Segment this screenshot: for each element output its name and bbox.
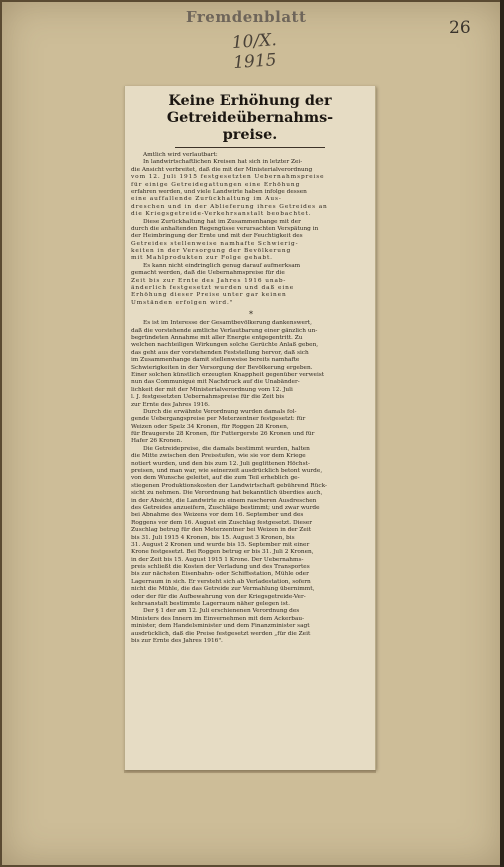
text-line: Hafer 26 Kronen. bbox=[131, 438, 183, 445]
headline-line-2: preise. bbox=[222, 126, 278, 143]
text-line: Es ist im Interesse der Gesamtbevölkerung dankenswert, bbox=[143, 320, 312, 327]
text-line: nun das Communiqué mit Nachdruck auf die Unabänder- bbox=[131, 379, 300, 386]
text-line: vom 12. Juli 1915 festgesetzten Uebernahmspreise bbox=[131, 174, 325, 181]
text-line: Krone festgesetzt. Bei Roggen betrug er bis 31. Juli 2 Kronen, bbox=[131, 549, 314, 556]
text-line: keiten in der Versorgung der Bevölkerung bbox=[131, 248, 292, 255]
text-line: notiert wurden, und den bis zum 12. Juli geglittenen Höchst- bbox=[131, 460, 310, 467]
text-line: im Zusammenhange damit stellenweise bereits namhafte bbox=[131, 357, 300, 364]
text-line: erfahren werden, und viele Landwirte haben infolge dessen bbox=[131, 188, 307, 195]
text-line: des Getreides anzueifern, Zuschläge bestimmt; und zwar wurde bbox=[131, 504, 320, 511]
text-line: In landwirtschaftlichen Kreisen hat sich in letzter Zei- bbox=[143, 159, 303, 166]
text-line: kehrsanstalt bestimmte Lagerraum näher gelegen ist. bbox=[131, 601, 290, 608]
text-line: Weizen oder Spelz 34 Kronen, für Roggen 28 Kronen, bbox=[131, 423, 289, 430]
text-line: durch die anhaltenden Regengüsse verursachten Verspätung in bbox=[131, 225, 319, 232]
text-line: l. J. festgesetzten Uebernahmspreise für die Zeit bis bbox=[131, 394, 285, 401]
text-line: sicht zu nehmen. Die Verordnung hat bekanntlich überdies auch, bbox=[131, 490, 323, 497]
section-separator: * bbox=[249, 310, 253, 320]
publication-note: Fremdenblatt bbox=[186, 8, 307, 26]
headline-line-1: Keine Erhöhung der Getreideübernahms- bbox=[166, 92, 334, 126]
text-line: Umständen erfolgen wird." bbox=[131, 299, 234, 306]
text-line: Die Getreidepreise, die damals bestimmt wurden, halten bbox=[143, 445, 310, 452]
text-line: daß die vorstehende amtliche Verlautbarung einer gänzlich un- bbox=[131, 327, 318, 334]
text-line: das geht aus der vorstehenden Feststellung hervor, daß sich bbox=[131, 349, 309, 356]
headline-rule bbox=[175, 147, 325, 148]
sheet-right-edge bbox=[500, 0, 504, 867]
page-number: 26 bbox=[449, 18, 471, 38]
text-line: bis zur Ernte des Jahres 1916". bbox=[131, 638, 223, 644]
text-line: Getreides stellenweise namhafte Schwierig- bbox=[131, 240, 299, 247]
text-line: dreschen und in der Ablieferung ihres Getreides an bbox=[131, 203, 328, 210]
text-line: die Ansicht verbreitet, daß die mit der Ministerialverordnung bbox=[131, 166, 313, 173]
text-line: stiegenen Produktionskosten der Landwirtschaft gebührend Rück- bbox=[131, 482, 327, 489]
text-line: mit Mahlprodukten zur Folge gehabt. bbox=[131, 255, 273, 262]
text-line: Lagerraum in sich. Er versteht sich ab Verladestation, sofern bbox=[131, 578, 311, 585]
article-body bbox=[125, 152, 375, 645]
text-line: Roggens vor dem 16. August ein Zuschlag festgesetzt. Dieser bbox=[131, 519, 313, 526]
text-line: zur Ernte des Jahres 1916. bbox=[131, 401, 210, 408]
text-line: lichkeit der mit der Ministerialverordnung vom 12. Juli bbox=[131, 386, 293, 393]
text-line: preis schließt die Kosten der Verladung und des Transportes bbox=[131, 564, 310, 571]
text-line: für Braugerste 28 Kronen, für Futtergerste 26 Kronen und für bbox=[131, 431, 315, 438]
text-line: änderlich festgesetzt wurden und daß eine bbox=[131, 285, 295, 292]
text-line: Zuschlag betrug für den Meterzentner bei Weizen in der Zeit bbox=[131, 527, 312, 534]
text-line: ausdrücklich, daß die Preise festgesetzt werden „für die Zeit bbox=[131, 630, 311, 637]
text-line: Der § 1 der am 12. Juli erschienenen Verordnung des bbox=[143, 608, 300, 615]
text-line: bis 31. Juli 1915 4 Kronen, bis 15. August 3 Kronen, bis bbox=[131, 534, 295, 541]
text-line: die Kriegsgetreide-Verkehrsanstalt beobachtet. bbox=[131, 211, 312, 218]
text-line: welchen nachteiligen Wirkungen solche Gerüchte Anlaß geben, bbox=[131, 342, 319, 349]
text-line: Es kann nicht eindringlich genug darauf aufmerksam bbox=[143, 262, 301, 269]
text-line: in der Absicht, die Landwirte zu einem rascheren Ausdreschen bbox=[131, 497, 317, 504]
text-line: Schwierigkeiten in der Versorgung der Bevölkerung ergeben. bbox=[131, 364, 313, 371]
text-line: Durch die erwähnte Verordnung wurden damals fol- bbox=[143, 408, 297, 415]
clipping-shadow bbox=[124, 770, 376, 773]
text-line: eine auffallende Zurückhaltung im Aus- bbox=[131, 196, 282, 203]
text-line: gende Uebergangspreise per Meterzentner festgesetzt: für bbox=[131, 416, 306, 423]
text-line: Einer solchen künstlich erzeugten Knappheit gegenüber verweist bbox=[131, 371, 325, 378]
text-line: Diese Zurückhaltung hat im Zusammenhange mit der bbox=[143, 218, 301, 225]
text-line: nicht die Mühle, die das Getreide zur Vermahlung übernimmt, bbox=[131, 586, 315, 593]
text-line: von dem Wunsche geleitet, auf die zum Teil erheblich ge- bbox=[131, 475, 300, 482]
text-line: begründeten Annahme mit aller Energie entgegentritt. Zu bbox=[131, 334, 303, 341]
text-line: in der Zeit bis 15. August 1915 1 Krone. Der Uebernahms- bbox=[131, 556, 304, 563]
text-line: preisen, und man war, wie seinerzeit ausdrücklich betont wurde, bbox=[131, 468, 323, 475]
text-line: Amtlich wird verlautbart: bbox=[143, 152, 218, 158]
text-line: bei Abnahme des Weizens vor dem 16. September und des bbox=[131, 512, 304, 519]
article-section-1 bbox=[131, 152, 371, 307]
handwritten-date: 10/X. 1915 bbox=[231, 30, 278, 74]
text-line: Erhöhung dieser Preise unter gar keinen bbox=[131, 292, 287, 299]
text-line: gemacht werden, daß die Uebernahmspreise für die bbox=[131, 270, 285, 277]
text-line: minister, dem Handelsminister und dem Finanzminister sagt bbox=[131, 623, 310, 630]
text-line: die Mitte zwischen den Preisstufen, wie sie vor dem Kriege bbox=[131, 453, 306, 460]
text-line: der Heimbringung der Ernte und mit der Feuchtigkeit des bbox=[131, 233, 303, 240]
text-line: Ministers des Innern im Einvernehmen mit dem Ackerbau- bbox=[131, 615, 305, 622]
text-line: Zeit bis zur Ernte des Jahres 1916 unab- bbox=[131, 277, 287, 284]
text-line: 31. August 2 Kronen und wurde bis 15. September mit einer bbox=[131, 541, 310, 548]
text-line: für einige Getreidegattungen eine Erhöhung bbox=[131, 181, 301, 188]
article-headline bbox=[131, 92, 369, 143]
text-line: oder der für die Aufbewahrung von der Kriegsgetreide-Ver- bbox=[131, 593, 306, 600]
article-section-2 bbox=[131, 320, 371, 645]
text-line: bis zur nächsten Eisenbahn- oder Schiffsstation, Mühle oder bbox=[131, 571, 309, 578]
newspaper-clipping bbox=[124, 86, 376, 770]
